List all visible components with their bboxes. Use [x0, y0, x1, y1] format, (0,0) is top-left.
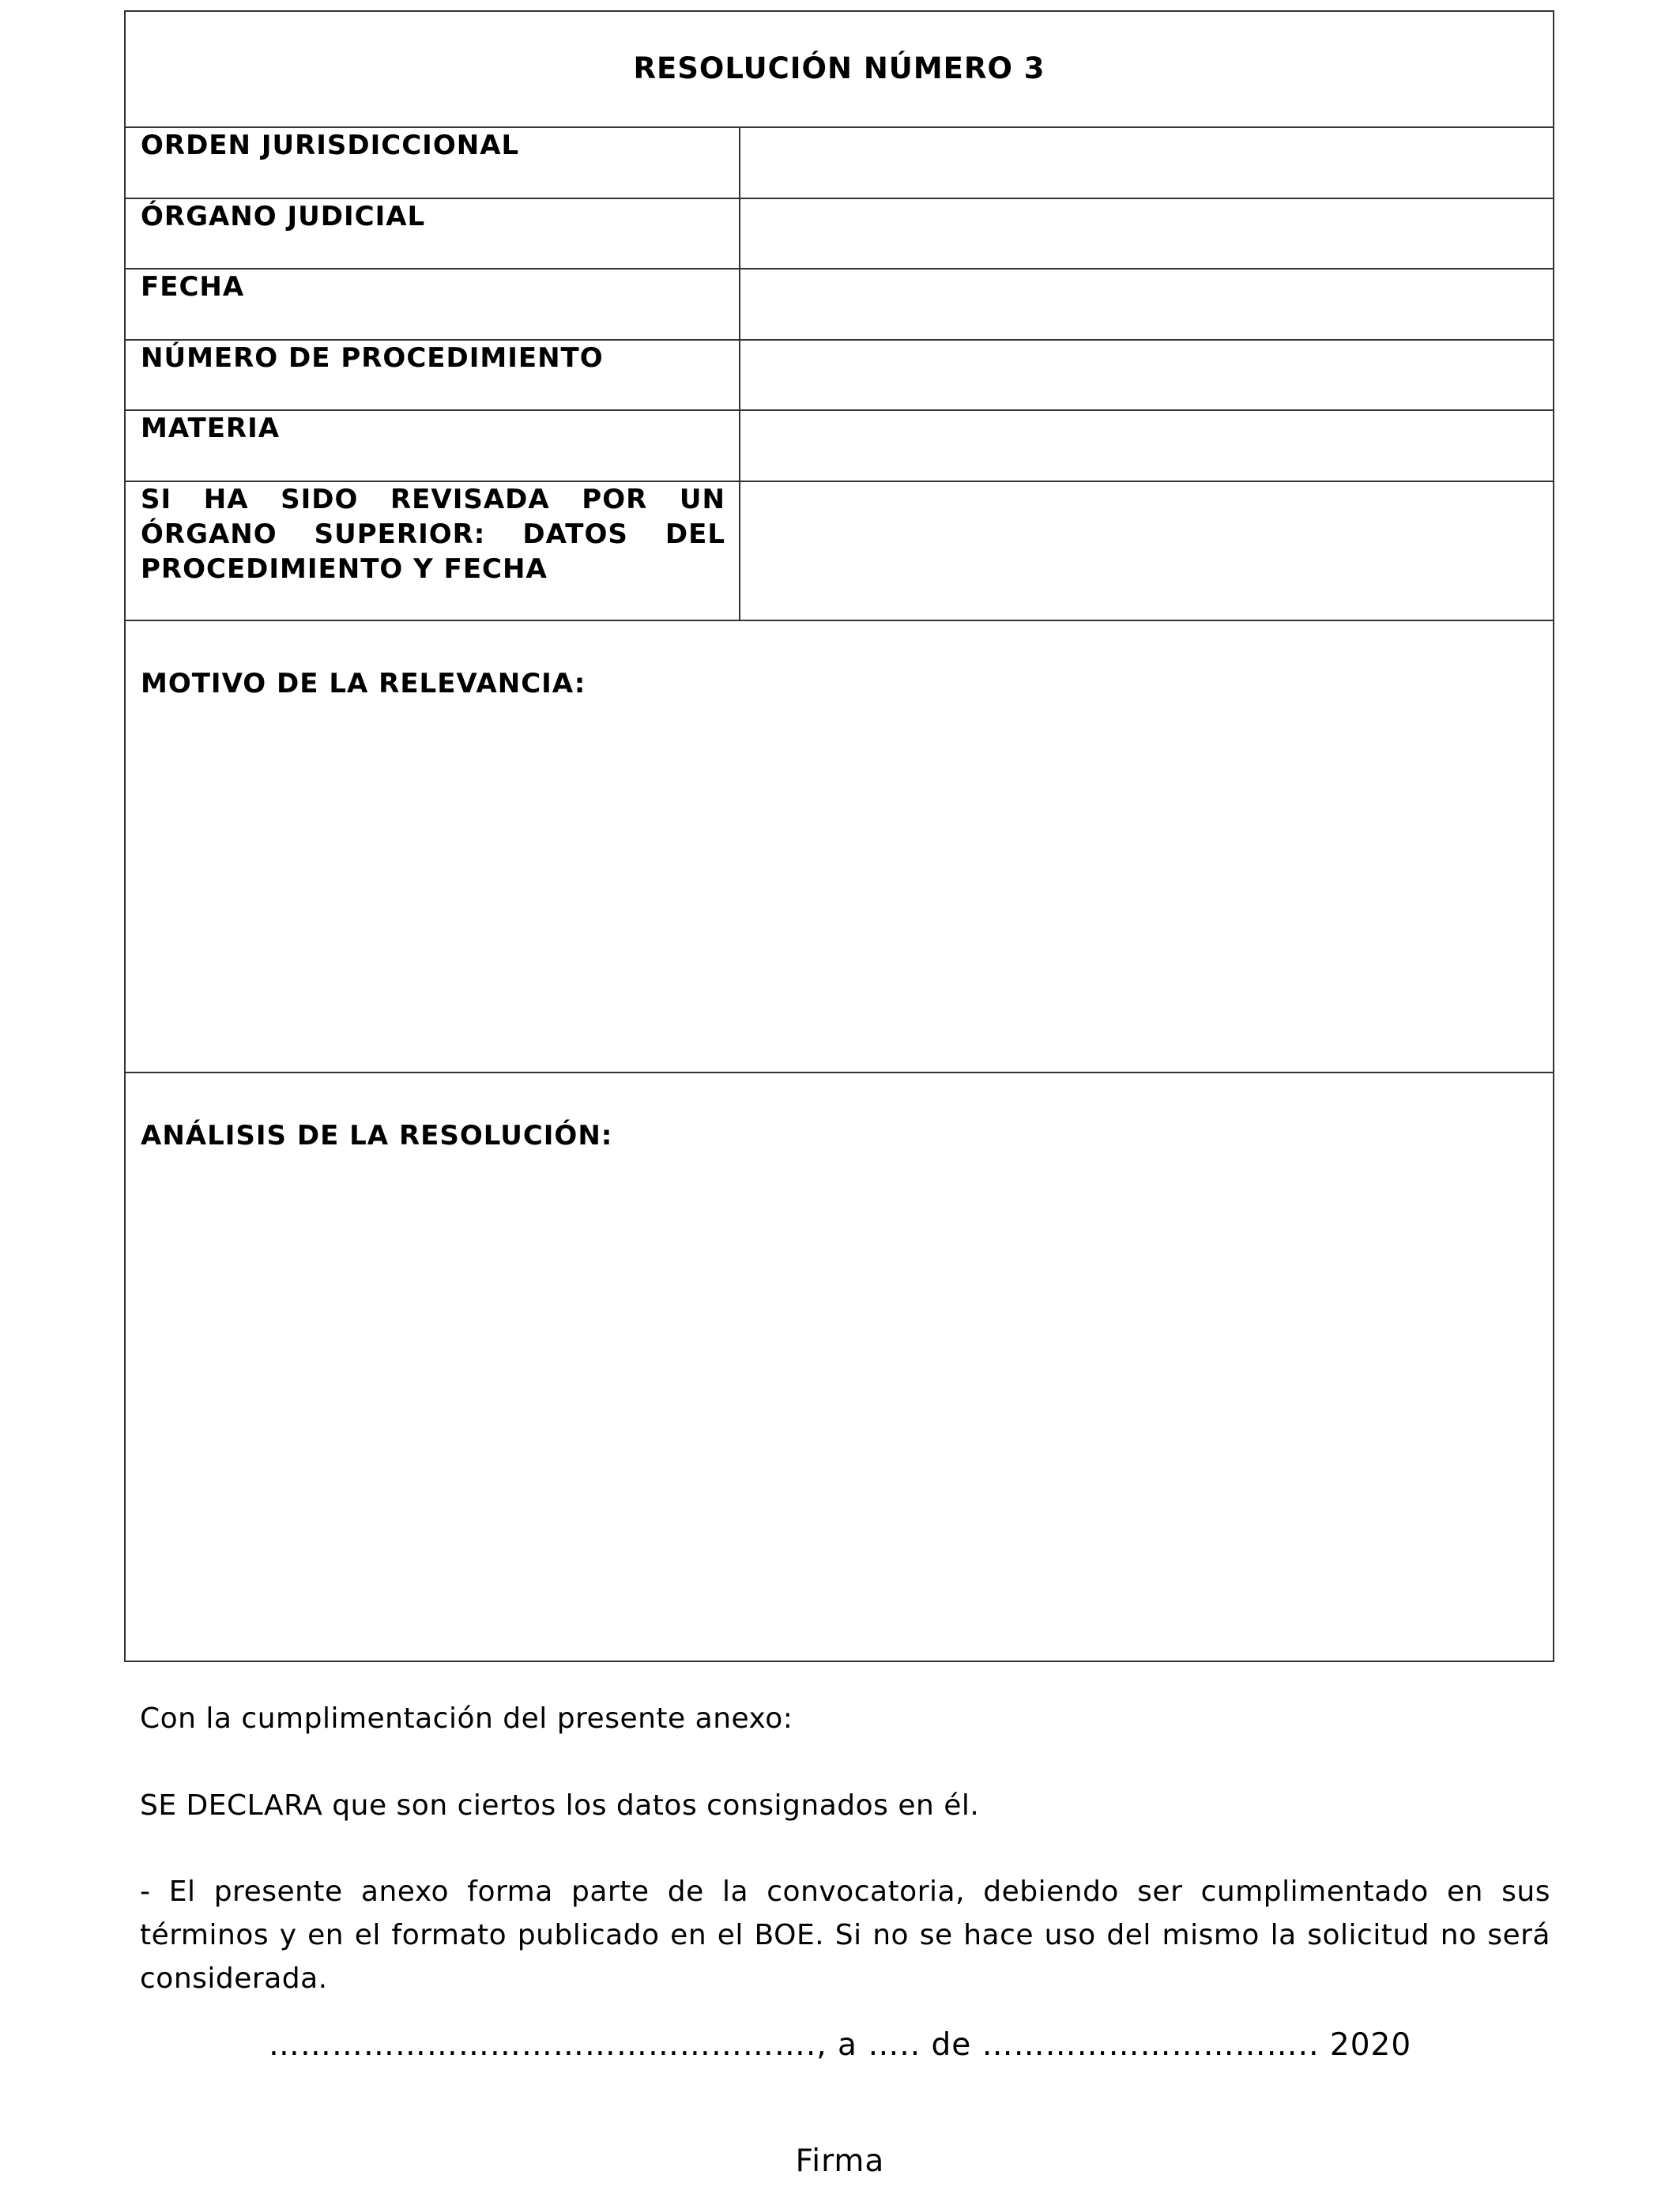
row-divider: [126, 620, 1553, 621]
value-revisada-organo-superior[interactable]: [740, 482, 1553, 618]
place-date-line: ……………………………………………., a ….. de ………………………….. 2020: [268, 2027, 1412, 2063]
value-orden-jurisdiccional[interactable]: [740, 128, 1553, 196]
row-divider: [126, 1072, 1553, 1073]
resolution-form-table: [124, 10, 1554, 1662]
label-organo-judicial: ÓRGANO JUDICIAL: [141, 201, 426, 232]
value-materia[interactable]: [740, 411, 1553, 479]
value-organo-judicial[interactable]: [740, 199, 1553, 266]
label-revisada-organo-superior: SI HA SIDO REVISADA POR UN ÓRGANO SUPERIOR: DATOS DEL PROCEDIMIENTO Y FECHA: [141, 484, 725, 585]
label-numero-procedimiento: NÚMERO DE PROCEDIMIENTO: [141, 342, 604, 374]
value-numero-procedimiento[interactable]: [740, 341, 1553, 408]
analisis-resolucion-label: ANÁLISIS DE LA RESOLUCIÓN:: [141, 1120, 613, 1152]
signature-label: Firma: [795, 2143, 885, 2179]
value-fecha[interactable]: [740, 270, 1553, 337]
form-title: RESOLUCIÓN NÚMERO 3: [633, 51, 1045, 85]
footer-note: - El presente anexo forma parte de la convocatoria, debiendo ser cumplimentado en sus términos y en el formato publicado en el BOE. Si no se hace uso del mismo la solicitud no será considerada.: [140, 1875, 1550, 1995]
label-fecha: FECHA: [141, 271, 245, 303]
label-materia: MATERIA: [141, 413, 281, 444]
label-orden-jurisdiccional: ORDEN JURISDICCIONAL: [141, 130, 520, 161]
footer-intro: Con la cumplimentación del presente anexo:: [140, 1702, 793, 1735]
motivo-relevancia-label: MOTIVO DE LA RELEVANCIA:: [141, 668, 586, 699]
footer-declaration: SE DECLARA que son ciertos los datos consignados en él.: [140, 1789, 980, 1822]
